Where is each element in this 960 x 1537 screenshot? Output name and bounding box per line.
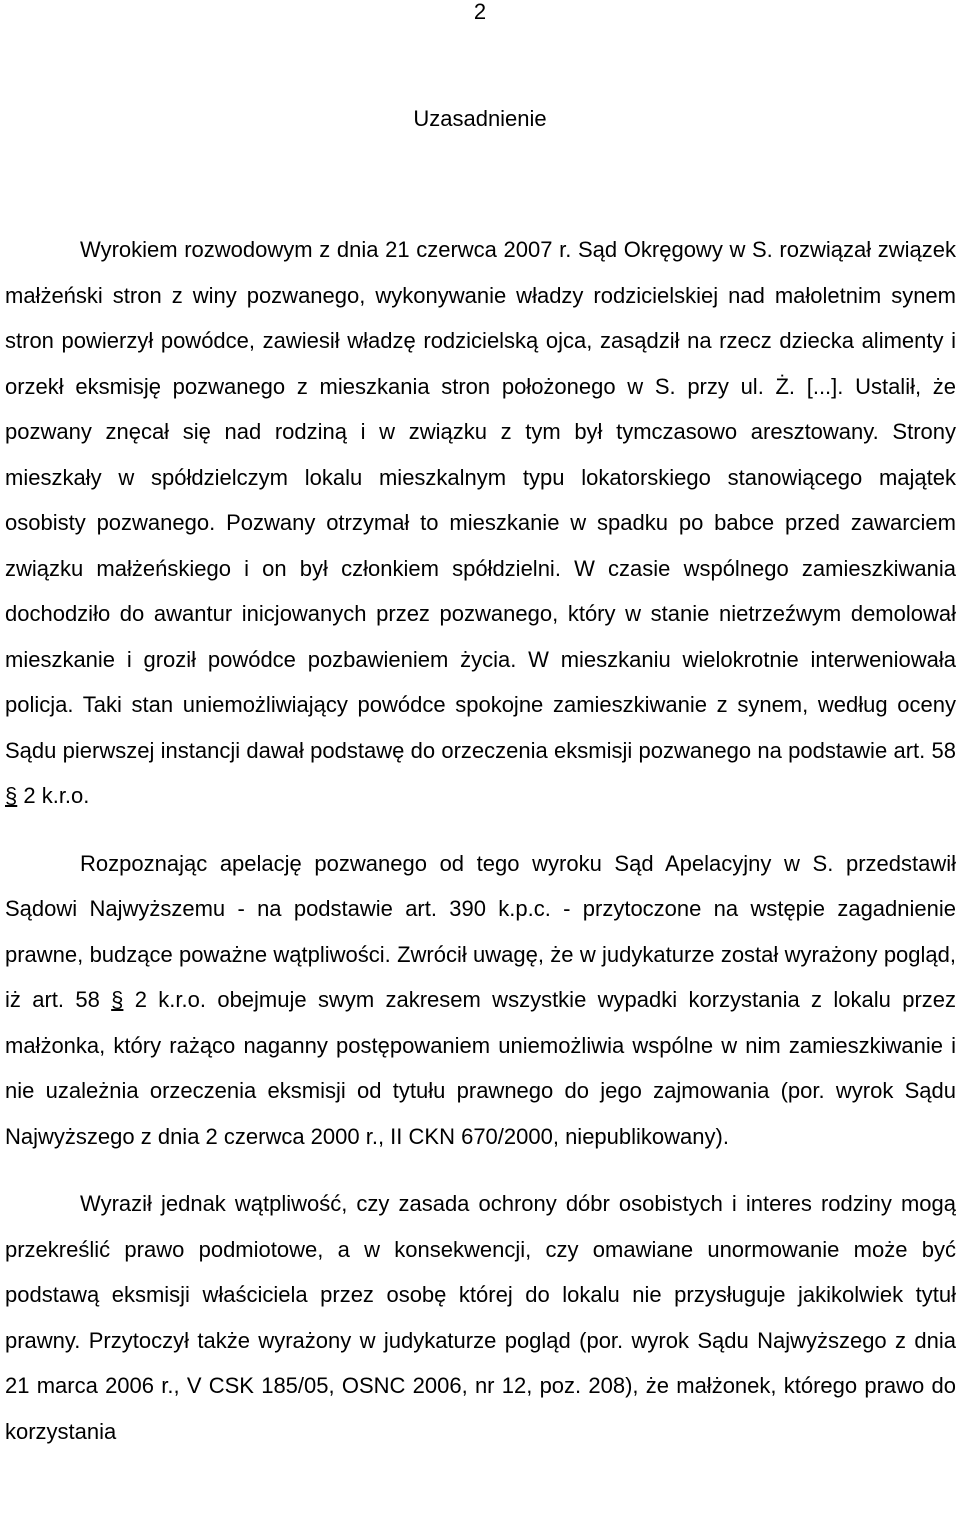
paragraph-2 (5, 841, 956, 1160)
document-heading: Uzasadnienie (413, 106, 547, 131)
section-symbol: § (5, 783, 18, 808)
paragraph-text: Wyrokiem rozwodowym z dnia 21 czerwca 2007 r. Sąd Okręgowy w S. rozwiązał związek małżeński stron z winy pozwanego, wykonywanie władzy rodzicielskiej nad małoletnim synem stron powierzył powódce, zawiesił władzę rodzicielską ojca, zasądził na rzecz dziecka alimenty i orzekł eksmisję pozwanego z mieszkania stron położonego w S. przy ul. Ż. [...]. Ustalił, że pozwany znęcał się nad rodziną i w związku z tym był tymczasowo aresztowany. Strony mieszkały w spółdzielczym lokalu mieszkalnym typu lokatorskiego stanowiącego majątek osobisty pozwanego. Pozwany otrzymał to mieszkanie w spadku po babce przed zawarciem związku małżeńskiego i on był członkiem spółdzielni. W czasie wspólnego zamieszkiwania dochodziło do awantur inicjowanych przez pozwanego, który w stanie nietrzeźwym demolował mieszkanie i groził powódce pozbawieniem życia. W mieszkaniu wielokrotnie interweniowała policja. Taki stan uniemożliwiający powódce spokojne zamieszkiwanie z synem, według oceny Sądu pierwszej instancji dawał podstawę do orzeczenia eksmisji pozwanego na podstawie art. 58 (5, 237, 956, 763)
paragraph-3 (5, 1181, 956, 1454)
paragraph-text: Rozpoznając apelację pozwanego od tego wyroku Sąd Apelacyjny w S. przedstawił Sądowi Najwyższemu - na podstawie art. 390 k.p.c. - przytoczone na wstępie zagadnienie prawne, budzące poważne wątpliwości. Zwrócił uwagę, że w judykaturze został wyrażony pogląd, iż art. 58 (5, 850, 956, 1012)
page-number: 2 (473, 0, 487, 24)
document-body (5, 227, 956, 1454)
paragraph-text: Wyraził jednak wątpliwość, czy zasada ochrony dóbr osobistych i interes rodziny mogą przekreślić prawo podmiotowe, a w konsekwencji, czy omawiane unormowanie może być podstawą eksmisji właściciela przez osobę której do lokalu nie przysługuje jakikolwiek tytuł prawny. Przytoczył także wyrażony w judykaturze pogląd (por. wyrok Sądu Najwyższego z dnia 21 marca 2006 r., V CSK 185/05, OSNC 2006, nr 12, poz. 208), że małżonek, którego prawo do korzystania (5, 1191, 956, 1444)
paragraph-text: 2 k.r.o. (17, 783, 90, 808)
section-symbol: § (111, 987, 124, 1012)
paragraph-text: 2 k.r.o. obejmuje swym zakresem wszystkie wypadki korzystania z lokalu przez małżonka, który rażąco naganny postępowaniem uniemożliwia wspólne w nim zamieszkiwanie i nie uzależnia orzeczenia eksmisji od tytułu prawnego do jego zajmowania (por. wyrok Sądu Najwyższego z dnia 2 czerwca 2000 r., II CKN 670/2000, niepublikowany). (5, 987, 957, 1149)
paragraph-1 (5, 227, 956, 819)
